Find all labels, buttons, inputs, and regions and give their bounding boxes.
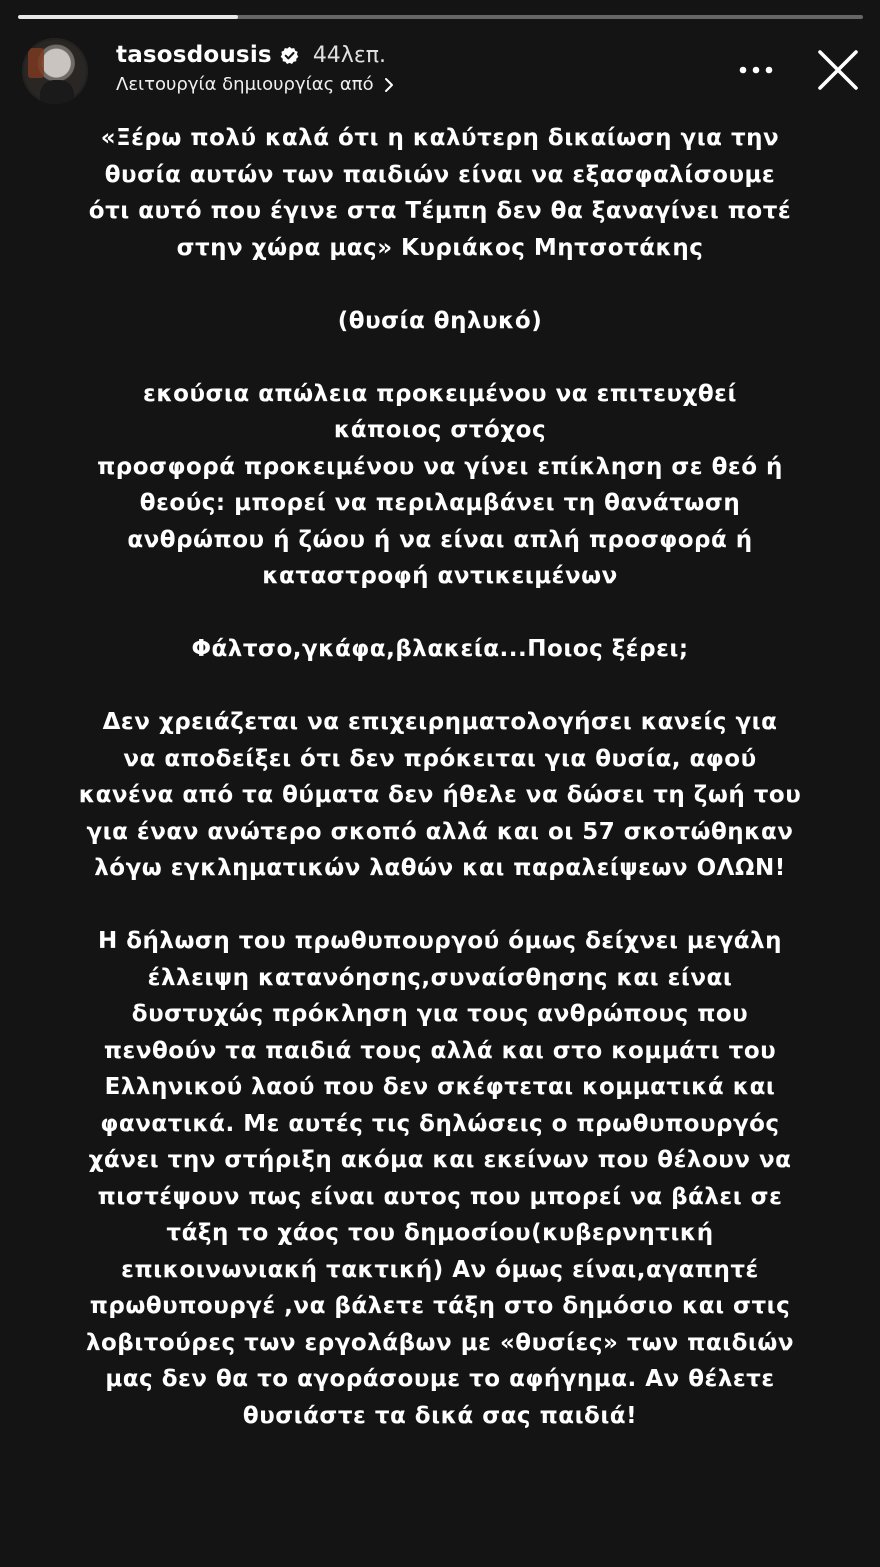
close-icon[interactable] [816,48,860,92]
story-line: εκούσια απώλεια προκειμένου να επιτευχθεί [143,380,737,407]
story-line: στην χώρα μας» Κυριάκος Μητσοτάκης [176,234,704,261]
paragraph-gap [40,668,840,705]
story-line: λοβιτούρες των εργολάβων με «θυσίες» των παιδιών [85,1329,795,1356]
story-line: «Ξέρω πολύ καλά ότι η καλύτερη δικαίωση για την [100,125,780,151]
story-line: θυσιάστε τα δικά σας παιδιά! [242,1402,638,1429]
story-line: θυσία αυτών των παιδιών είναι να εξασφαλίσουμε [104,161,776,188]
avatar[interactable] [22,38,88,104]
username[interactable]: tasosdousis [116,42,272,68]
story-paragraph [40,120,840,266]
story-paragraph [40,303,840,340]
story-line: προσφορά προκειμένου να γίνει επίκληση σε θεό ή [97,453,783,480]
story-paragraph [40,923,840,1434]
story-text [40,120,840,1434]
story-line: μας δεν θα το αγοράσουμε το αφήγημα. Αν θέλετε [105,1366,775,1392]
story-paragraph [40,631,840,668]
story-line: επικοινωνιακή τακτική) Αν όμως είναι,αγαπητέ [121,1256,759,1283]
story-line: Δεν χρειάζεται να επιχειρηματολογήσει κανείς για [102,709,778,735]
story-line: κανένα από τα θύματα δεν ήθελε να δώσει τη ζωή του [78,782,802,808]
story-line: (θυσία θηλυκό) [337,307,543,334]
story-line: Φάλτσο,γκάφα,βλακεία...Ποιος ξέρει; [191,636,689,662]
story-line: πρωθυπουργέ ,να βάλετε τάξη στο δημόσιο και στις [89,1293,791,1319]
story-line: ανθρώπου ή ζώου ή να είναι απλή προσφορά ή [127,526,753,553]
more-icon [739,66,773,74]
story-line: φανατικά. Με αυτές τις δηλώσεις ο πρωθυπουργός [100,1110,780,1137]
story-progress-bar [18,15,863,19]
story-line: χάνει την στήριξη ακόμα και εκείνων που θέλουν να [88,1147,792,1173]
story-line: Ελληνικού λαού που δεν σκέφτεται κομματικά και [104,1074,776,1100]
story-line: να αποδείξει ότι δεν πρόκειται για θυσία, αφού [123,745,757,772]
create-mode-label: Λειτουργία δημιουργίας από [116,74,374,95]
story-line: έλλειψη κατανόησης,συναίσθησης και είναι [147,964,733,991]
story-line: δυστυχώς πρόκληση για τους ανθρώπους που [131,1001,749,1027]
story-line: καταστροφή αντικειμένων [262,563,618,589]
post-time: 44λεπ. [312,42,386,68]
story-line: για έναν ανώτερο σκοπό αλλά και οι 57 σκοτώθηκαν [86,818,794,845]
story-line: κάποιος στόχος [333,417,547,443]
create-mode-link[interactable] [116,74,394,95]
more-options-button[interactable] [736,56,776,84]
story-header [22,36,862,106]
story-line: λόγω εγκληματικών λαθών και παραλείψεων ΟΛΩΝ! [94,855,786,881]
paragraph-gap [40,595,840,632]
chevron-right-icon [384,77,394,93]
story-line: ότι αυτό που έγινε στα Τέμπη δεν θα ξαναγίνει ποτέ [88,198,792,224]
user-row [116,40,386,70]
story-paragraph [40,376,840,595]
story-line: θεούς: μπορεί να περιλαμβάνει τη θανάτωση [139,490,741,516]
story-paragraph [40,704,840,887]
story-line: πιστέψουν πως είναι αυτος που μπορεί να βάλει σε [97,1183,783,1210]
paragraph-gap [40,339,840,376]
paragraph-gap [40,887,840,924]
story-progress-fill [18,15,238,19]
story-line: τάξη το χάος του δημοσίου(κυβερνητική [166,1220,714,1246]
paragraph-gap [40,266,840,303]
verified-badge-icon [280,46,299,65]
story-line: Η δήλωση του πρωθυπουργού όμως δείχνει μεγάλη [97,928,783,954]
story-line: πενθούν τα παιδιά τους αλλά και στο κομμάτι του [103,1037,777,1064]
